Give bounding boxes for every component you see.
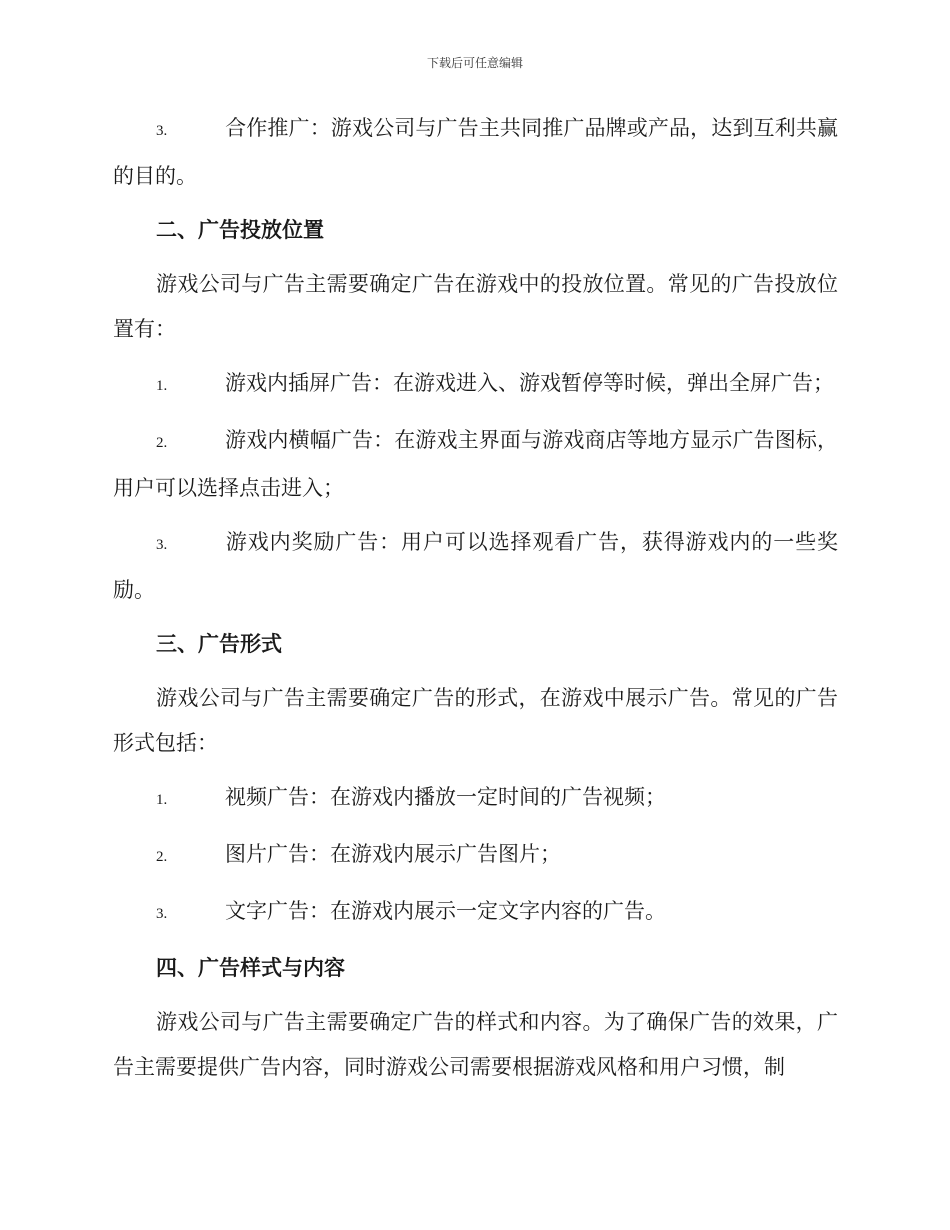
list-item <box>113 106 838 199</box>
page-header: 下载后可任意编辑 <box>426 56 523 70</box>
list-item <box>113 832 838 880</box>
list-item <box>113 775 838 823</box>
section-heading: 四、广告样式与内容 <box>156 956 345 980</box>
list-number: 3. <box>156 537 168 553</box>
paragraph: 游戏公司与广告主需要确定广告在游戏中的投放位置。常见的广告投放位置有： <box>113 272 838 341</box>
document-body <box>113 106 838 1099</box>
list-number: 1. <box>156 792 168 808</box>
list-text: 游戏内插屏广告：在游戏进入、游戏暂停等时候，弹出全屏广告； <box>225 371 834 395</box>
list-number: 2. <box>156 435 168 451</box>
list-text: 合作推广：游戏公司与广告主共同推广品牌或产品，达到互利共赢的目的。 <box>113 116 838 188</box>
list-number: 1. <box>156 378 168 394</box>
section-heading: 二、广告投放位置 <box>156 218 324 242</box>
list-number: 3. <box>156 123 168 139</box>
list-text: 文字广告：在游戏内展示一定文字内容的广告。 <box>225 899 666 923</box>
list-item <box>113 889 838 937</box>
list-item <box>113 520 838 613</box>
paragraph: 游戏公司与广告主需要确定广告的形式，在游戏中展示广告。常见的广告形式包括： <box>113 686 838 755</box>
paragraph: 游戏公司与广告主需要确定广告的样式和内容。为了确保广告的效果，广告主需要提供广告内容，同时游戏公司需要根据游戏风格和用户习惯，制 <box>113 1010 838 1079</box>
list-item <box>113 361 838 409</box>
list-text: 图片广告：在游戏内展示广告图片； <box>225 842 561 866</box>
list-text: 游戏内奖励广告：用户可以选择观看广告，获得游戏内的一些奖励。 <box>113 530 838 602</box>
list-text: 游戏内横幅广告：在游戏主界面与游戏商店等地方显示广告图标，用户可以选择点击进入； <box>113 428 838 500</box>
list-number: 3. <box>156 906 168 922</box>
list-text: 视频广告：在游戏内播放一定时间的广告视频； <box>225 785 666 809</box>
section-heading: 三、广告形式 <box>156 632 282 656</box>
list-number: 2. <box>156 849 168 865</box>
list-item <box>113 418 838 511</box>
